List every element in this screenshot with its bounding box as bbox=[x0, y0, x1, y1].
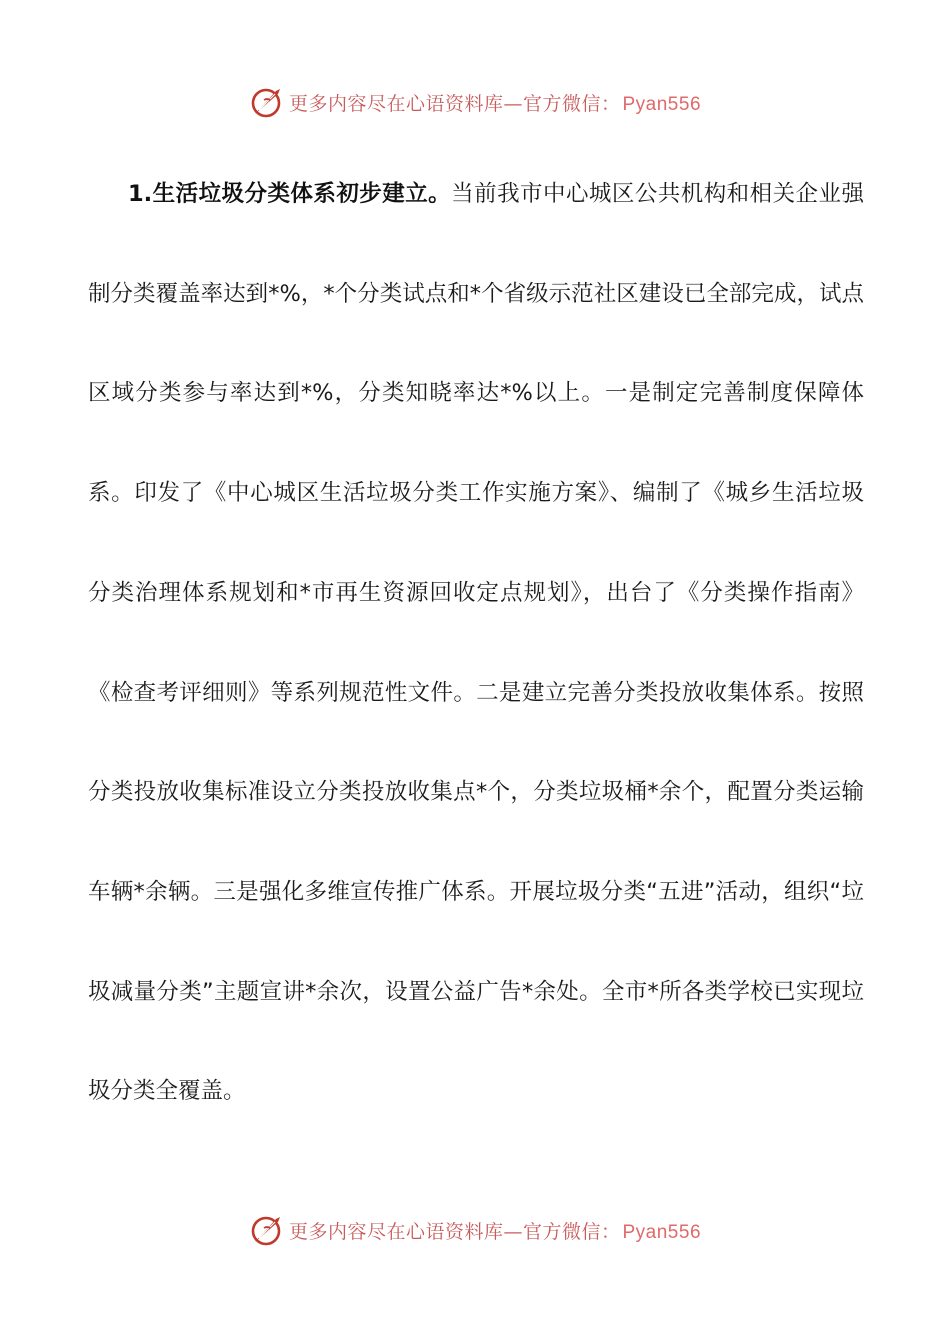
paragraph-text: 当前我市中心城区公共机构和相关企业强制分类覆盖率达到*%，*个分类试点和*个省级示范社区建设已全部完成，试点区域分类参与率达到*%，分类知晓率达*%以上。一是制定完善制度保障体系。印发了《中心城区生活垃圾分类工作实施方案》、编制了《城乡生活垃圾分类治理体系规划和*市再生资源回收定点规划》，出台了《分类操作指南》《检查考评细则》等系列规范性文件。二是建立完善分类投放收集体系。按照分类投放收集标准设立分类投放收集点*个，分类垃圾桶*余个，配置分类运输车辆*余辆。三是强化多维宣传推广体系。开展垃圾分类“五进”活动，组织“垃圾减量分类”主题宣讲*余次，设置公益广告*余处。全市*所各类学校已实现垃圾分类全覆盖。 bbox=[88, 181, 864, 1105]
body-paragraph bbox=[88, 145, 864, 1142]
header-watermark-banner bbox=[0, 82, 950, 122]
quill-pen-icon bbox=[249, 1212, 285, 1248]
watermark-label: 更多内容尽在心语资料库 bbox=[288, 92, 504, 115]
quill-pen-icon bbox=[249, 84, 285, 120]
watermark-contact-label: 官方微信： bbox=[522, 1220, 621, 1243]
watermark-separator: — bbox=[503, 92, 523, 115]
watermark-separator: — bbox=[503, 1220, 523, 1243]
footer-watermark-banner bbox=[0, 1210, 950, 1250]
section-heading: 1.生活垃圾分类体系初步建立。 bbox=[128, 181, 452, 207]
watermark-contact-id: Pyan556 bbox=[622, 1221, 702, 1243]
watermark-text bbox=[289, 89, 701, 116]
watermark-contact-id: Pyan556 bbox=[622, 93, 702, 115]
watermark-contact-label: 官方微信： bbox=[522, 92, 621, 115]
watermark-label: 更多内容尽在心语资料库 bbox=[288, 1220, 504, 1243]
watermark-text bbox=[289, 1217, 701, 1244]
